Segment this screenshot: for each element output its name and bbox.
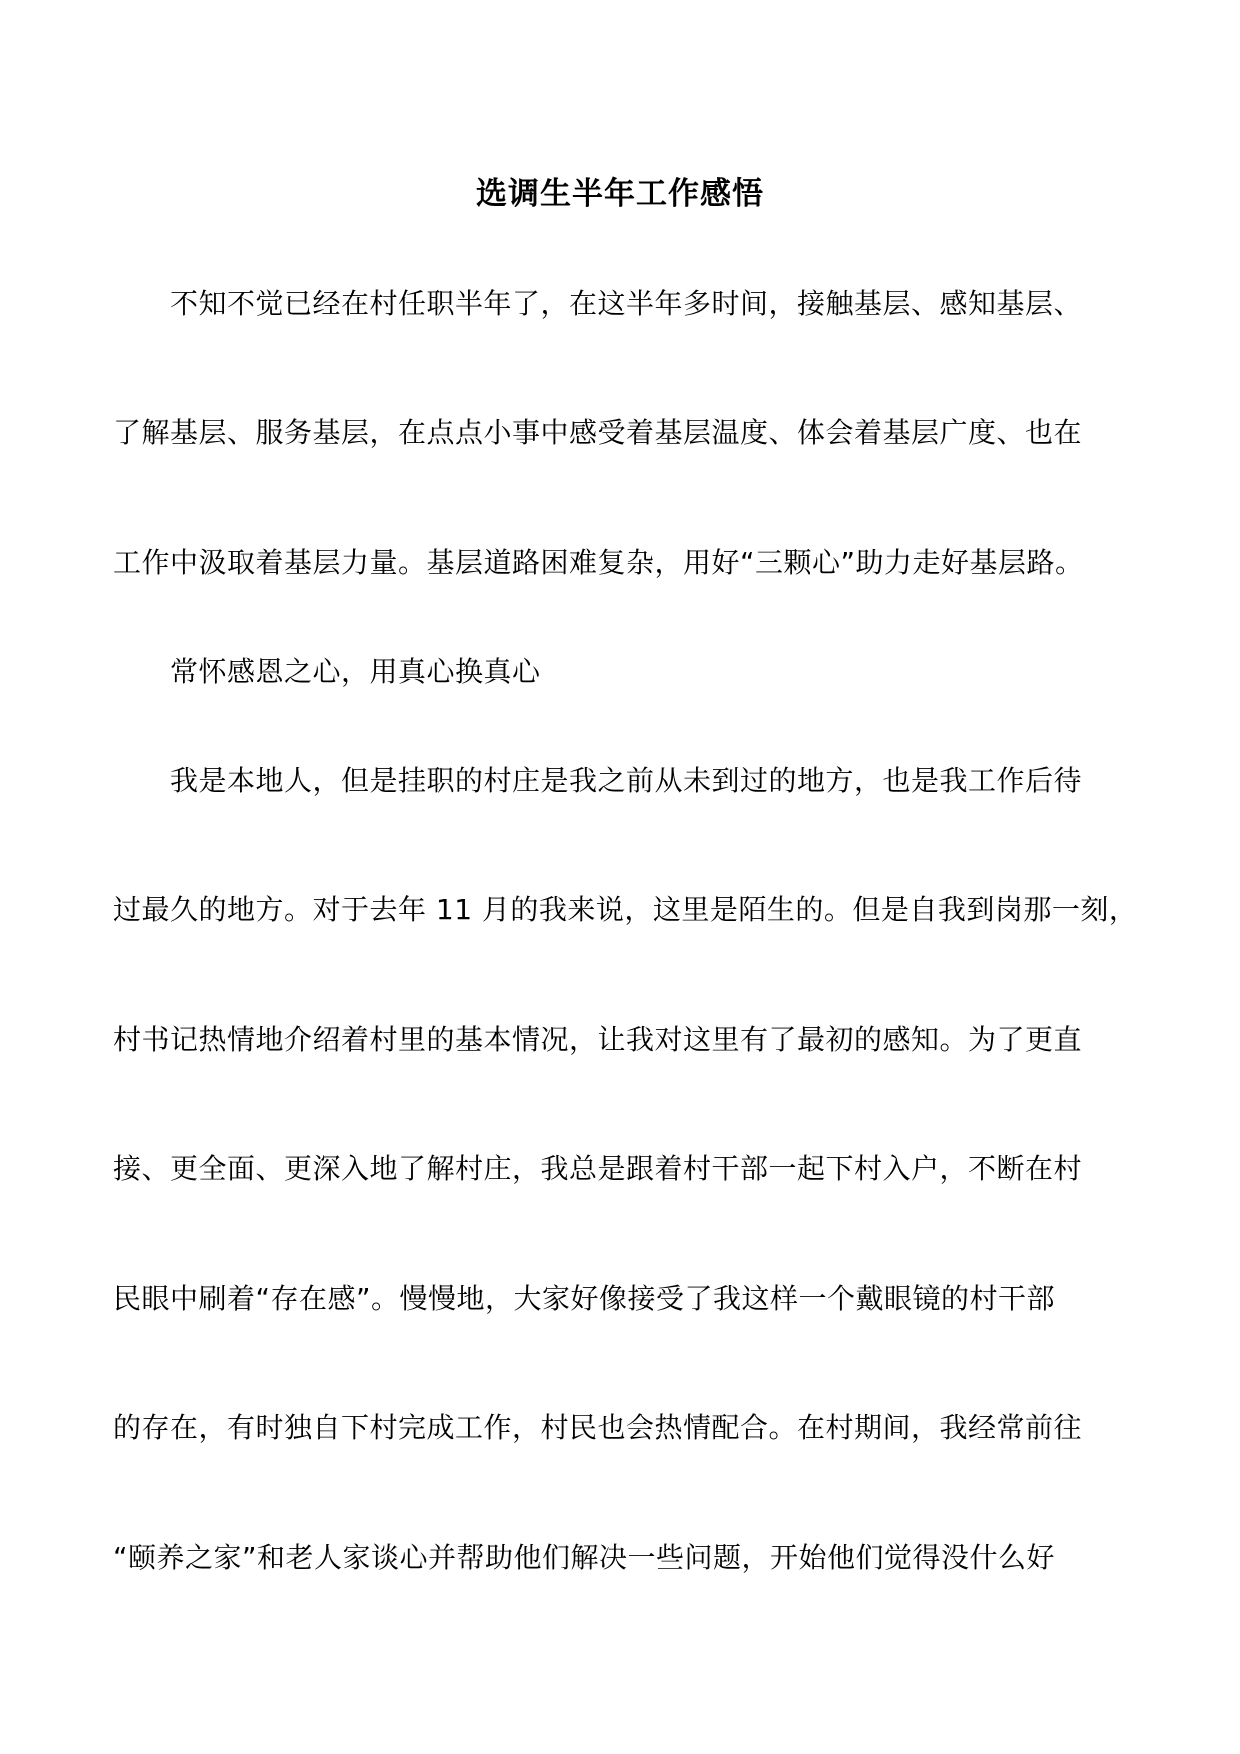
paragraph-line: 不知不觉已经在村任职半年了，在这半年多时间，接触基层、感知基层、 bbox=[170, 287, 1083, 320]
paragraph-line: 民眼中刷着“存在感”。慢慢地，大家好像接受了我这样一个戴眼镜的村干部 bbox=[113, 1282, 1056, 1315]
paragraph-line: 工作中汲取着基层力量。基层道路困难复杂，用好“三颗心”助力走好基层路。 bbox=[113, 546, 1084, 579]
paragraph-line: 我是本地人，但是挂职的村庄是我之前从未到过的地方，也是我工作后待 bbox=[170, 764, 1083, 797]
paragraph-line: 过最久的地方。对于去年 11 月的我来说，这里是陌生的。但是自我到岗那一刻， bbox=[113, 893, 1138, 926]
paragraph-line: 接、更全面、更深入地了解村庄，我总是跟着村干部一起下村入户，不断在村 bbox=[113, 1152, 1083, 1185]
paragraph-line: 村书记热情地介绍着村里的基本情况，让我对这里有了最初的感知。为了更直 bbox=[113, 1023, 1083, 1056]
paragraph-line: 的存在，有时独自下村完成工作，村民也会热情配合。在村期间，我经常前往 bbox=[113, 1411, 1083, 1444]
document-title: 选调生半年工作感悟 bbox=[476, 176, 764, 212]
paragraph-line: “颐养之家”和老人家谈心并帮助他们解决一些问题，开始他们觉得没什么好 bbox=[113, 1541, 1056, 1574]
section-heading: 常怀感恩之心，用真心换真心 bbox=[170, 655, 541, 688]
paragraph-line: 了解基层、服务基层，在点点小事中感受着基层温度、体会着基层广度、也在 bbox=[113, 416, 1083, 449]
